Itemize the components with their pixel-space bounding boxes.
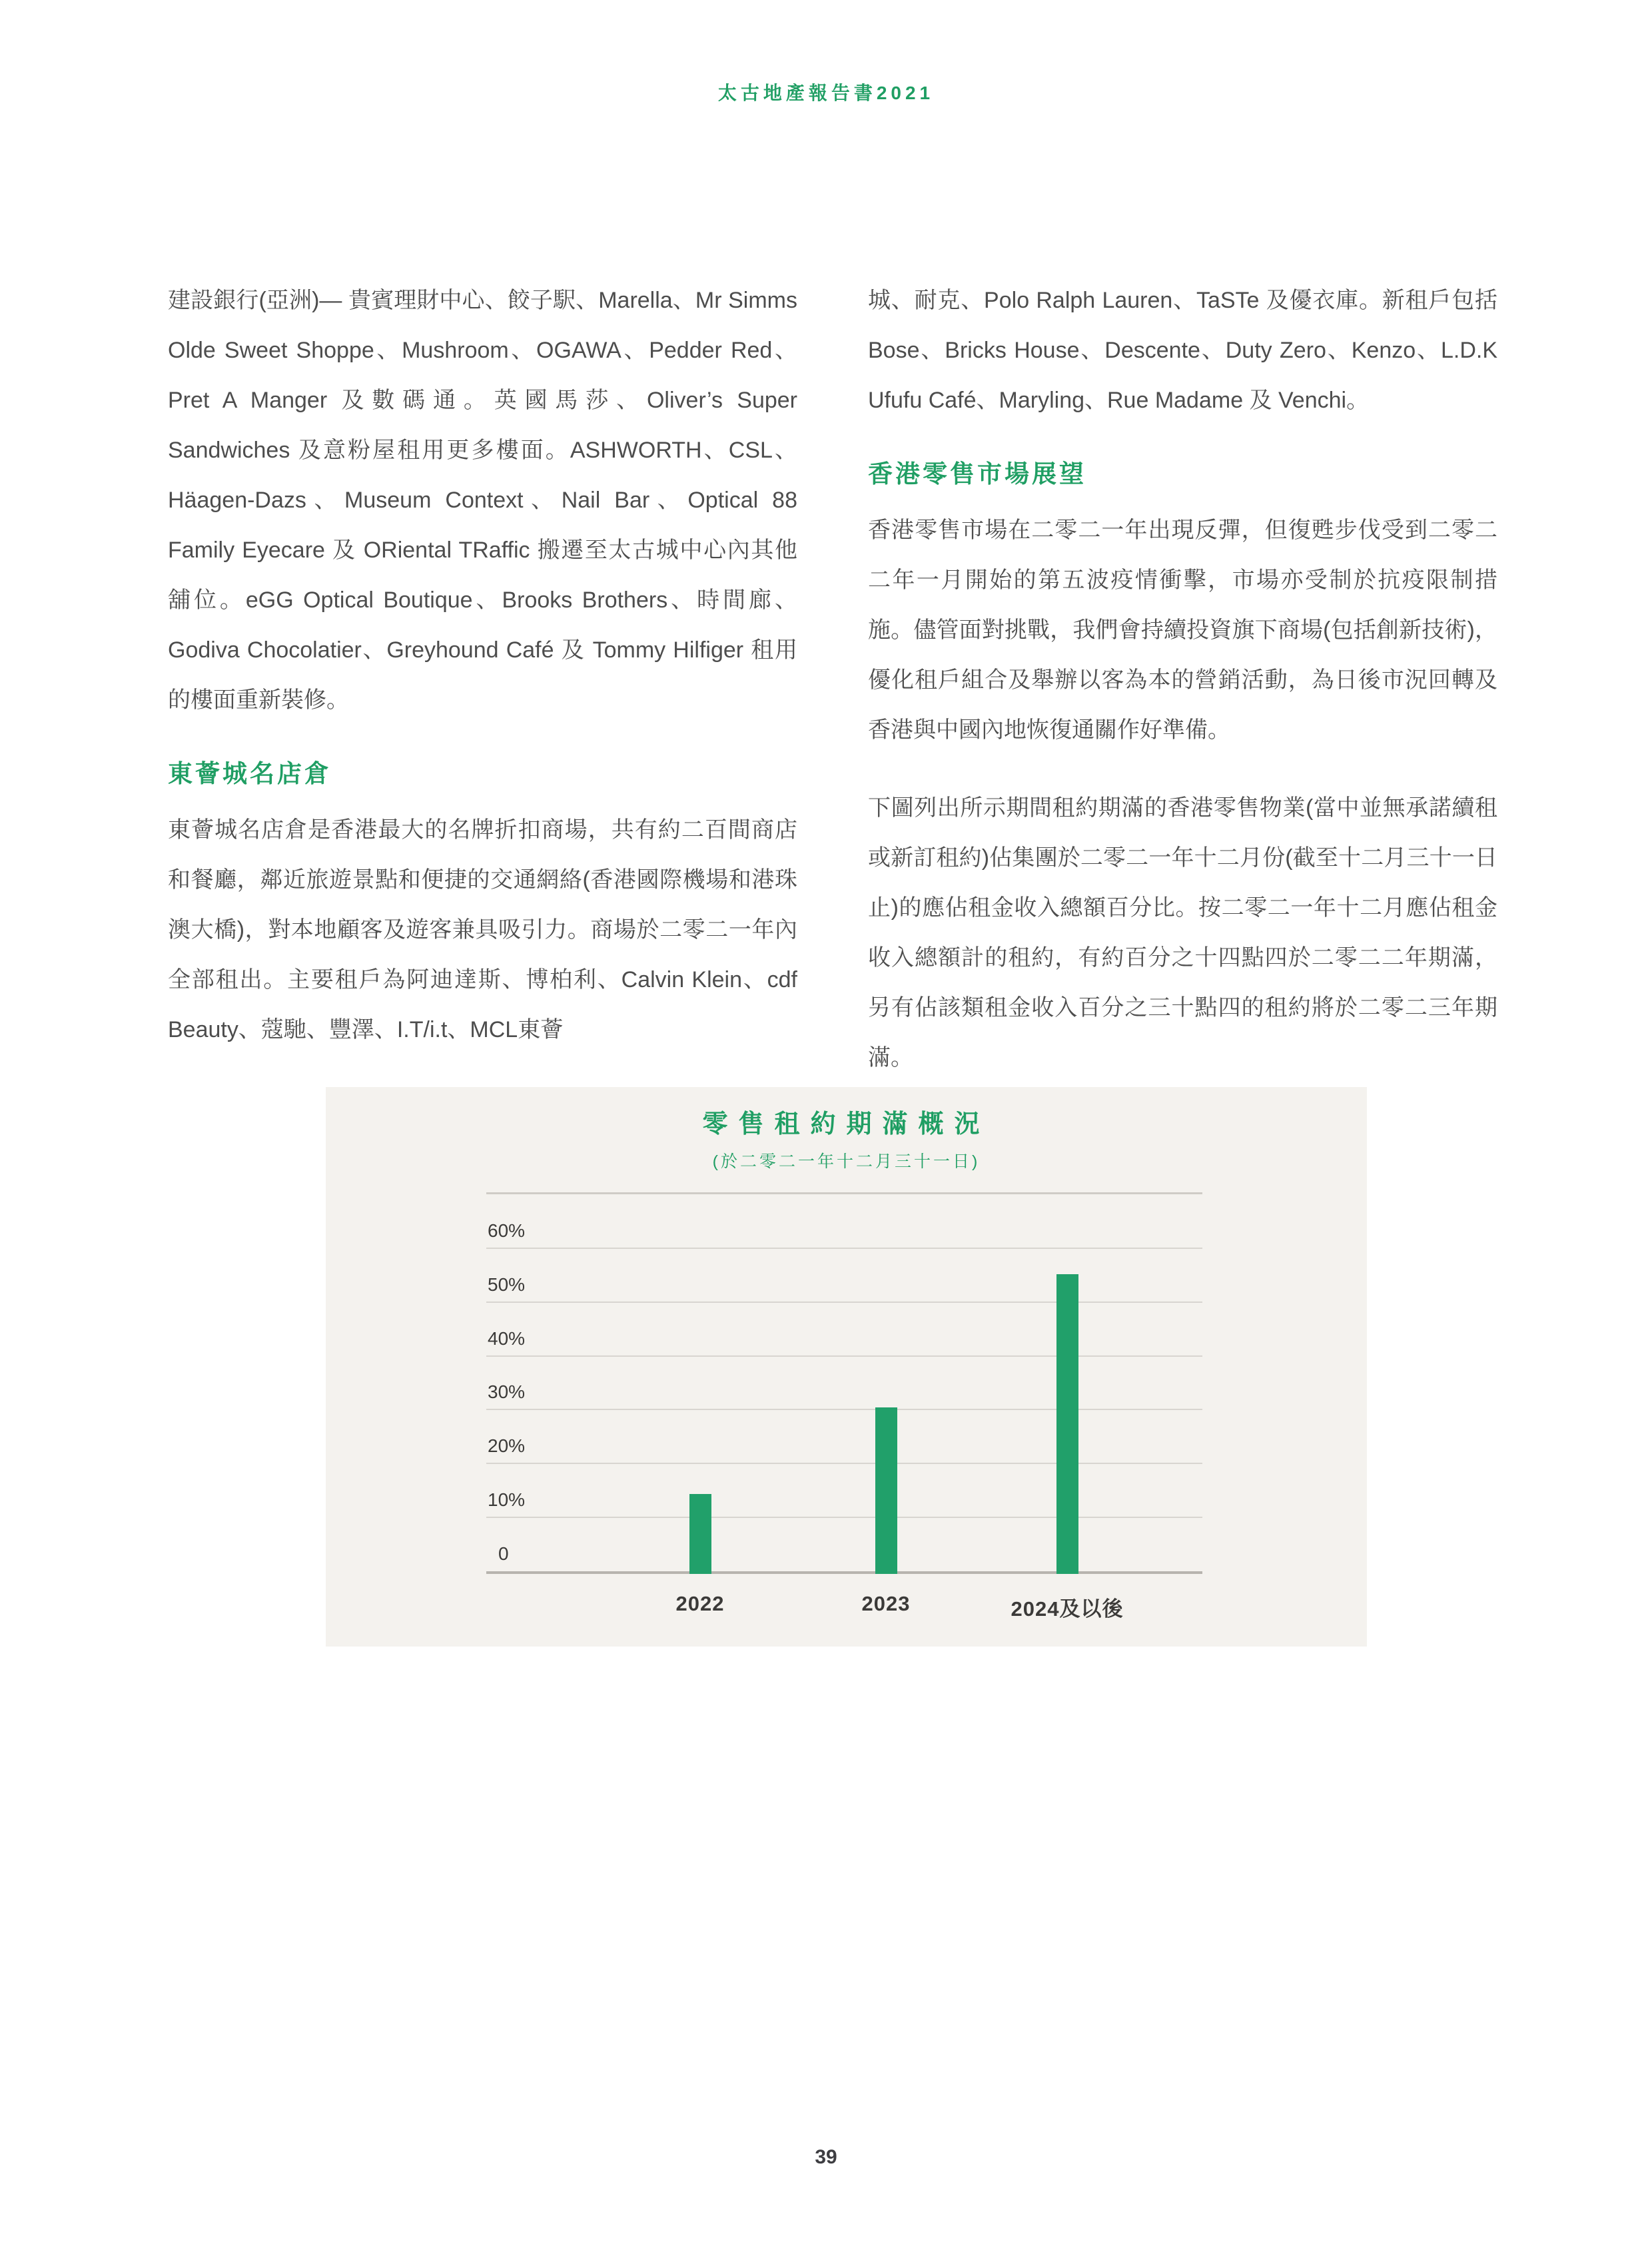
y-axis-label-60%: 60%	[488, 1220, 526, 1241]
chart-title: 零售租約期滿概況	[702, 1110, 991, 1138]
y-axis-label-0: 0	[498, 1543, 509, 1564]
x-axis-label-2022: 2022	[675, 1592, 725, 1615]
page-header-title: 太古地產報告書2021	[717, 83, 935, 103]
paragraph-retail-outlook: 香港零售市場在二零二一年出現反彈，但復甦步伐受到二零二二年一月開始的第五波疫情衝擊，市場亦受制於抗疫限制措施。儘管面對挑戰，我們會持續投資旗下商場(包括創新技術)，優化租戶組合及舉辦以客為本的營銷活動，為日後市況回轉及香港與中國內地恢復通關作好準備。	[868, 518, 1497, 743]
bar-2022	[689, 1494, 711, 1574]
paragraph-citygate-continued: 城、耐克、Polo Ralph Lauren、TaSTe 及優衣庫。新租戶包括 Bose、Bricks House、Descente、Duty Zero、Kenzo、L.D.K Ufufu Café、Maryling、Rue Madame 及 Venchi。	[868, 288, 1497, 413]
section-heading-hk-retail-outlook: 香港零售市場展望	[868, 460, 1086, 488]
chart-panel	[326, 1087, 1367, 1647]
x-axis-label-2024及以後: 2024及以後	[1011, 1597, 1124, 1621]
gridline-20	[486, 1463, 1202, 1464]
bar-chart-plot-area	[486, 1192, 1202, 1574]
chart-subtitle: (於二零二一年十二月三十一日)	[712, 1152, 981, 1171]
gridline-40	[486, 1355, 1202, 1357]
x-axis-label-2023: 2023	[861, 1592, 911, 1615]
page-number: 39	[815, 2146, 837, 2168]
y-axis-label-20%: 20%	[488, 1435, 526, 1457]
paragraph-lease-expiry-intro: 下圖列出所示期間租約期滿的香港零售物業(當中並無承諾續租或新訂租約)佔集團於二零二一年十二月份(截至十二月三十一日止)的應佔租金收入總額百分比。按二零二一年十二月應佔租金收入總額計的租約，有約百分之十四點四於二零二二年期滿，另有佔該類租金收入百分之三十點四的租約將於二零二三年期滿。	[868, 795, 1497, 1070]
gridline-10	[486, 1517, 1202, 1518]
right-column	[868, 276, 1497, 1111]
gridline-30	[486, 1409, 1202, 1410]
two-column-body	[168, 276, 1497, 1111]
bar-2024及以後	[1056, 1274, 1078, 1574]
x-axis-labels	[486, 1592, 1202, 1632]
gridline-50	[486, 1302, 1202, 1303]
y-axis-label-30%: 30%	[488, 1381, 526, 1403]
section-heading-citygate-outlets: 東薈城名店倉	[168, 760, 332, 787]
paragraph-citygate-outlets: 東薈城名店倉是香港最大的名牌折扣商場，共有約二百間商店和餐廳，鄰近旅遊景點和便捷的交通網絡(香港國際機場和港珠澳大橋)，對本地顧客及遊客兼具吸引力。商場於二零二一年內全部租出。主要租戶為阿迪達斯、博柏利、Calvin Klein、cdf Beauty、蔻馳、豐澤、I.T/i.t、MCL東薈	[168, 817, 797, 1042]
paragraph-taikoo-tenants: 建設銀行(亞洲)— 貴賓理財中心、餃子駅、Marella、Mr Simms Olde Sweet Shoppe、Mushroom、OGAWA、Pedder Red、Pret A Manger 及數碼通。英國馬莎、Oliver’s Super Sandwiches 及意粉屋租用更多樓面。ASHWORTH、CSL、Häagen-Dazs、Museum Context、Nail Bar、Optical 88 Family Eyecare 及 ORiental TRaffic 搬遷至太古城中心內其他舖位。eGG Optical Boutique、Brooks Brothers、時間廊、Godiva Chocolatier、Greyhound Café 及 Tommy Hilfiger 租用的樓面重新裝修。	[168, 288, 797, 713]
y-axis-label-10%: 10%	[488, 1489, 526, 1511]
left-column	[168, 276, 797, 1111]
bar-2023	[875, 1407, 897, 1574]
gridline-60	[486, 1248, 1202, 1249]
y-axis-label-40%: 40%	[488, 1327, 526, 1349]
y-axis-label-50%: 50%	[488, 1274, 526, 1295]
